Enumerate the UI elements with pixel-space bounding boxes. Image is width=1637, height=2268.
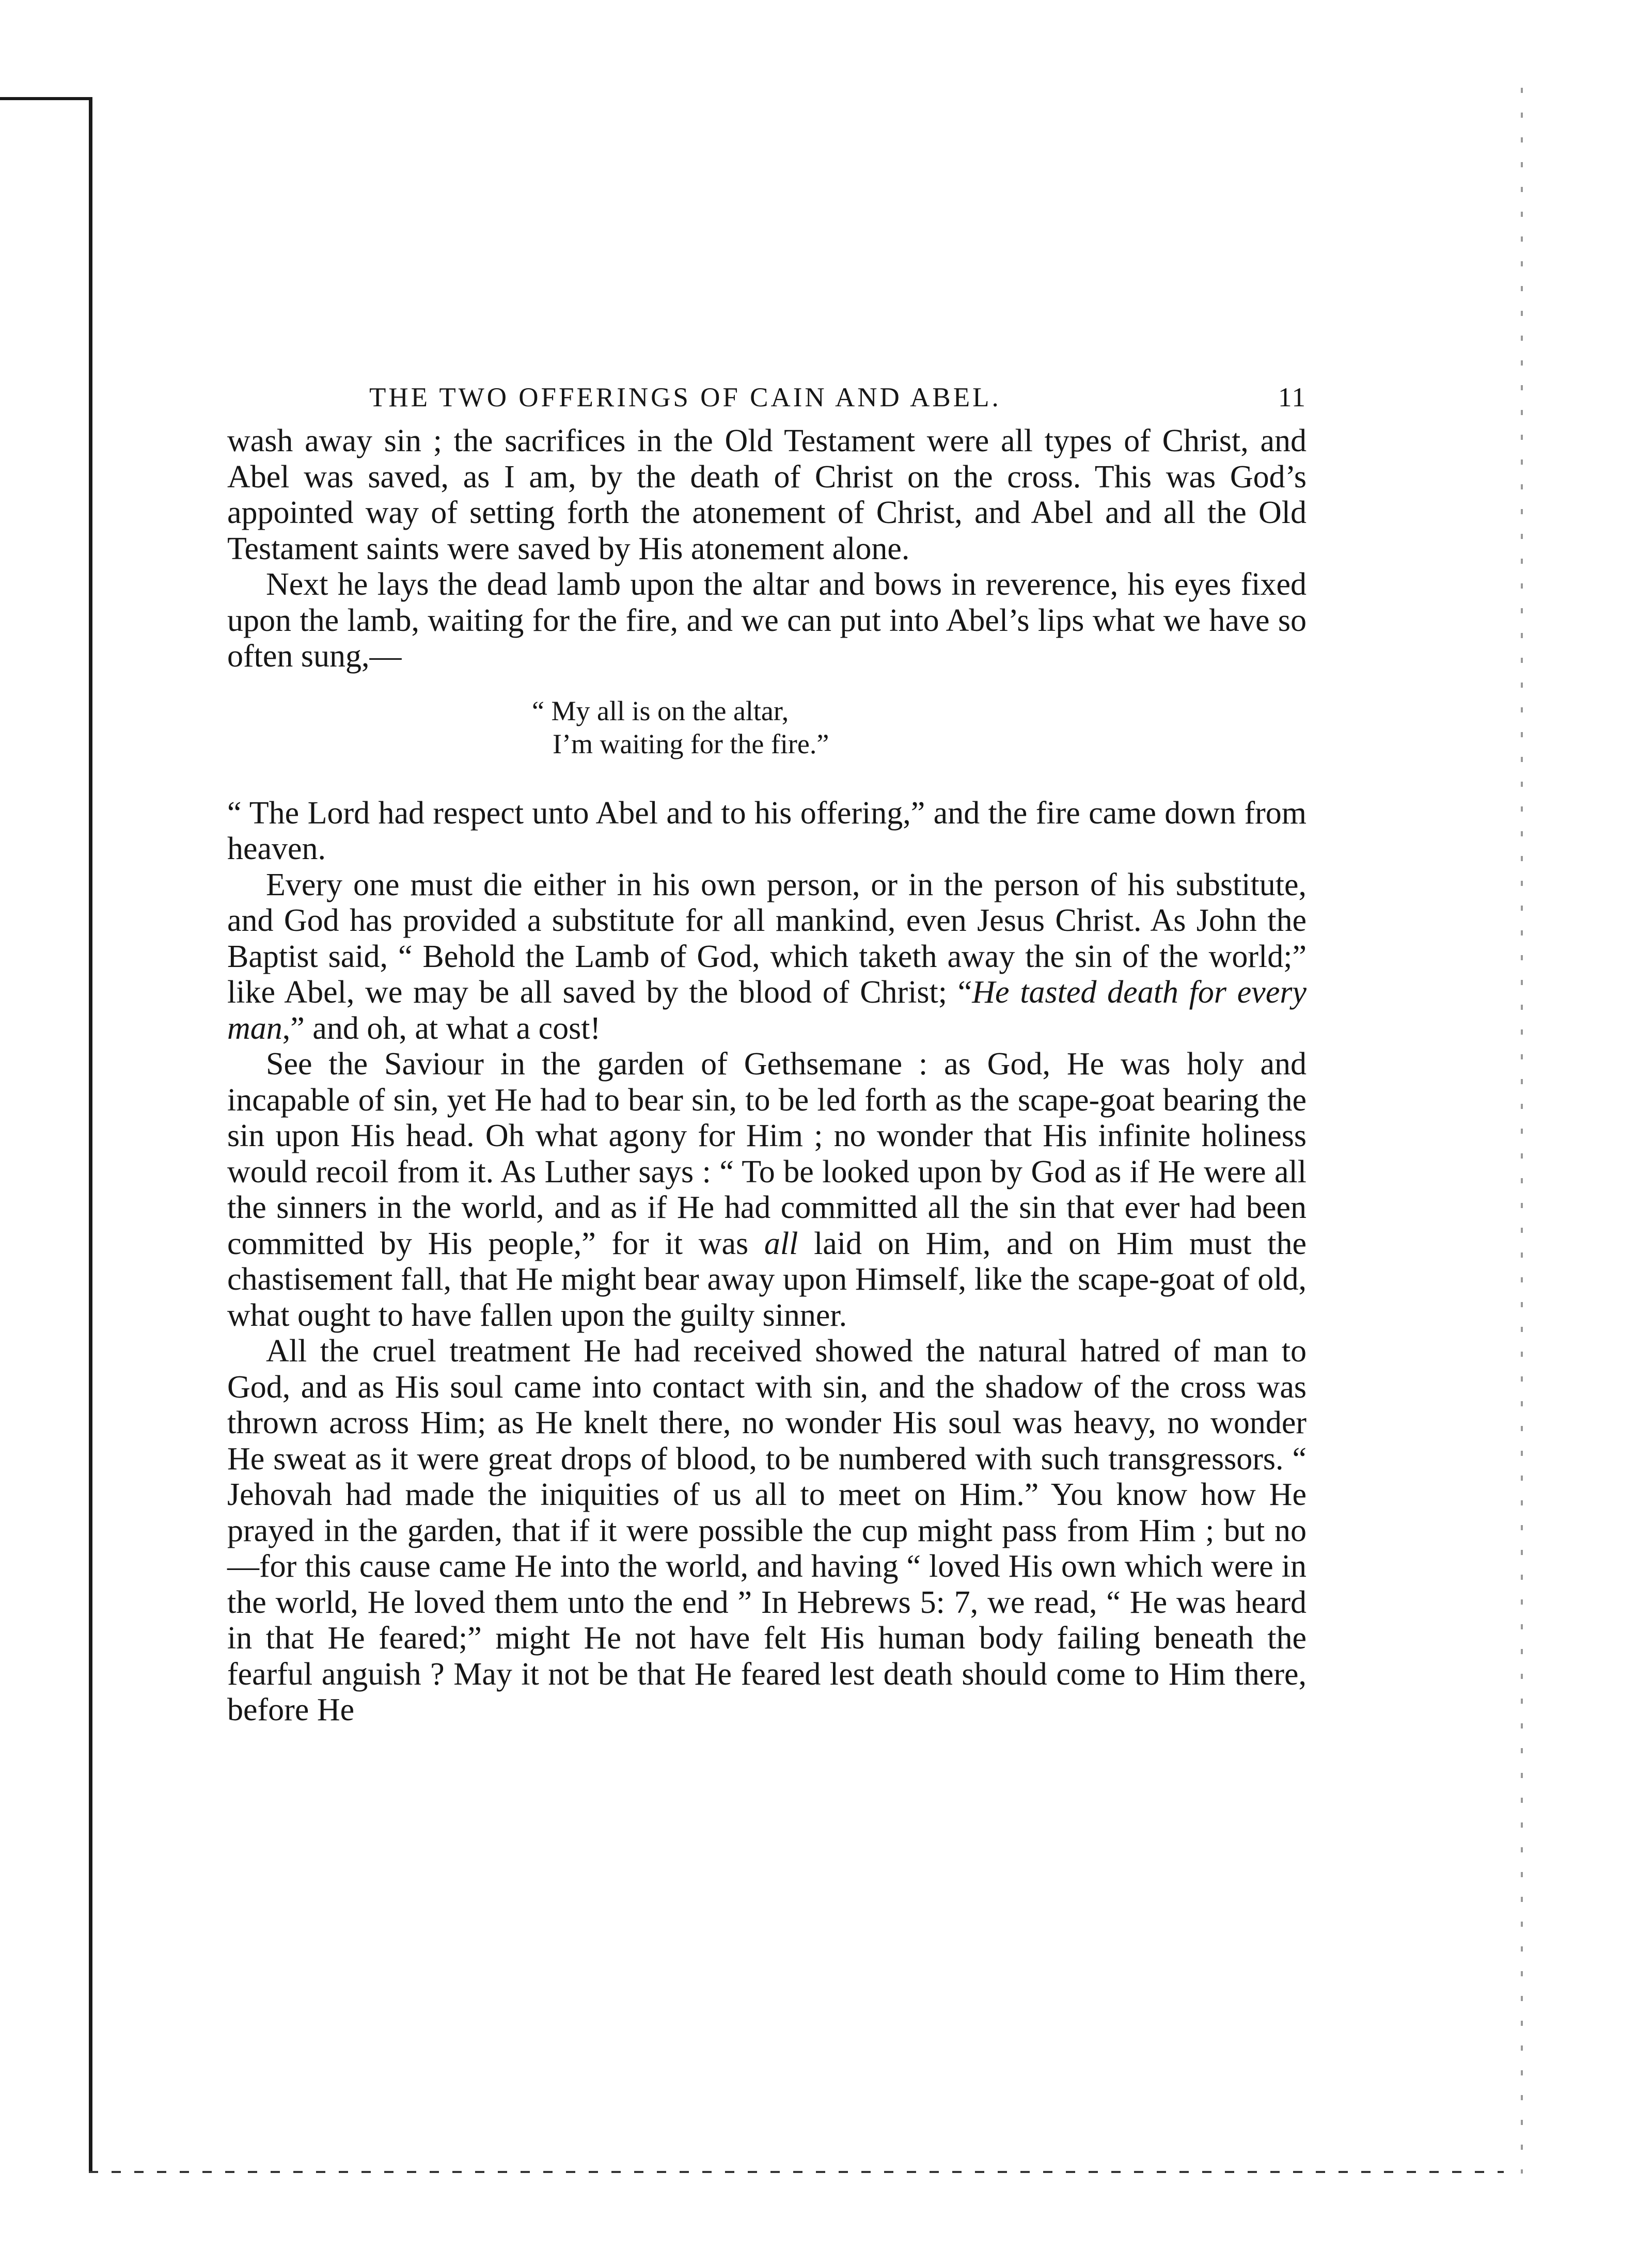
paragraph-4-text: Every one must die either in his own person, or in the person of his substitute, and God has provided a substitute for all mankind, even Jesus Christ. As John the Baptist said, “ Behold the Lamb of God, which taketh away the sin of the world;” like Abel, we may be all saved by the blood of Christ; “ — [227, 867, 1307, 1010]
paragraph-5-text: See the Saviour in the garden of Gethsemane : as God, He was holy and incapable of sin, yet He had to bear sin, to be led forth as the scape-goat bearing the sin upon His head. Oh what agony for Him ; no wonder that His infinite holiness would recoil from it. As Luther says : “ To be looked upon by God as if He were all the sinners in the world, and as if He had committed all the sin that ever had been committed by His people,” for it was — [227, 1046, 1307, 1261]
paragraph-5-end: laid on Him, and on Him must the chastisement fall, that He might bear away upon Himself, like the scape-goat of old, what ought to have fallen upon the guilty sinner. — [227, 1226, 1307, 1333]
paragraph-3: “ The Lord had respect unto Abel and to his offering,” and the fire came down from heaven. — [227, 795, 1307, 866]
scan-border-left — [89, 97, 92, 2172]
paragraph-5-italic: all — [764, 1226, 798, 1261]
hymn-line-1: “ My all is on the altar, — [532, 695, 789, 726]
running-title: THE TWO OFFERINGS OF CAIN AND ABEL. — [369, 383, 1001, 413]
running-header — [227, 382, 1307, 423]
paragraph-4 — [227, 867, 1307, 1047]
scan-border-right — [1521, 88, 1523, 2174]
scan-border-bottom — [89, 2171, 1504, 2173]
book-page — [227, 382, 1307, 1728]
paragraph-6: All the cruel treatment He had received showed the natural hatred of man to God, and as His soul came into contact with sin, and the shadow of the cross was thrown across Him; as He knelt there, no wonder His soul was heavy, no wonder He sweat as it were great drops of blood, to be numbered with such transgressors. “ Jehovah had made the iniquities of us all to meet on Him.” You know how He prayed in the garden, that if it were possible the cup might pass from Him ; but no—for this cause came He into the world, and having “ loved His own which were in the world, He loved them unto the end ” In Hebrews 5: 7, we read, “ He was heard in that He feared;” might He not have felt His human body failing beneath the fearful anguish ? May it not be that He feared lest death should come to Him there, before He — [227, 1334, 1307, 1727]
spacer — [227, 780, 1307, 796]
paragraph-4-italic: He tasted death for every man — [227, 975, 1307, 1046]
paragraph-5 — [227, 1046, 1307, 1334]
hymn-line-2: I’m waiting for the fire.” — [553, 728, 829, 759]
hymn-quote — [532, 694, 1307, 760]
scan-border-top — [0, 97, 90, 100]
paragraph-1: wash away sin ; the sacrifices in the Old Testament were all types of Christ, and Abel was saved, as I am, by the death of Christ on the cross. This was God’s appointed way of setting forth the atonement of Christ, and Abel and all the Old Testament saints were saved by His atonement alone. — [227, 423, 1307, 566]
paragraph-2: Next he lays the dead lamb upon the altar and bows in reverence, his eyes fixed upon the lamb, waiting for the fire, and we can put into Abel’s lips what we have so often sung,— — [227, 567, 1307, 674]
body-text — [227, 423, 1307, 1728]
page-number: 11 — [1278, 383, 1307, 413]
paragraph-4-end: ,” and oh, at what a cost! — [282, 1010, 601, 1046]
